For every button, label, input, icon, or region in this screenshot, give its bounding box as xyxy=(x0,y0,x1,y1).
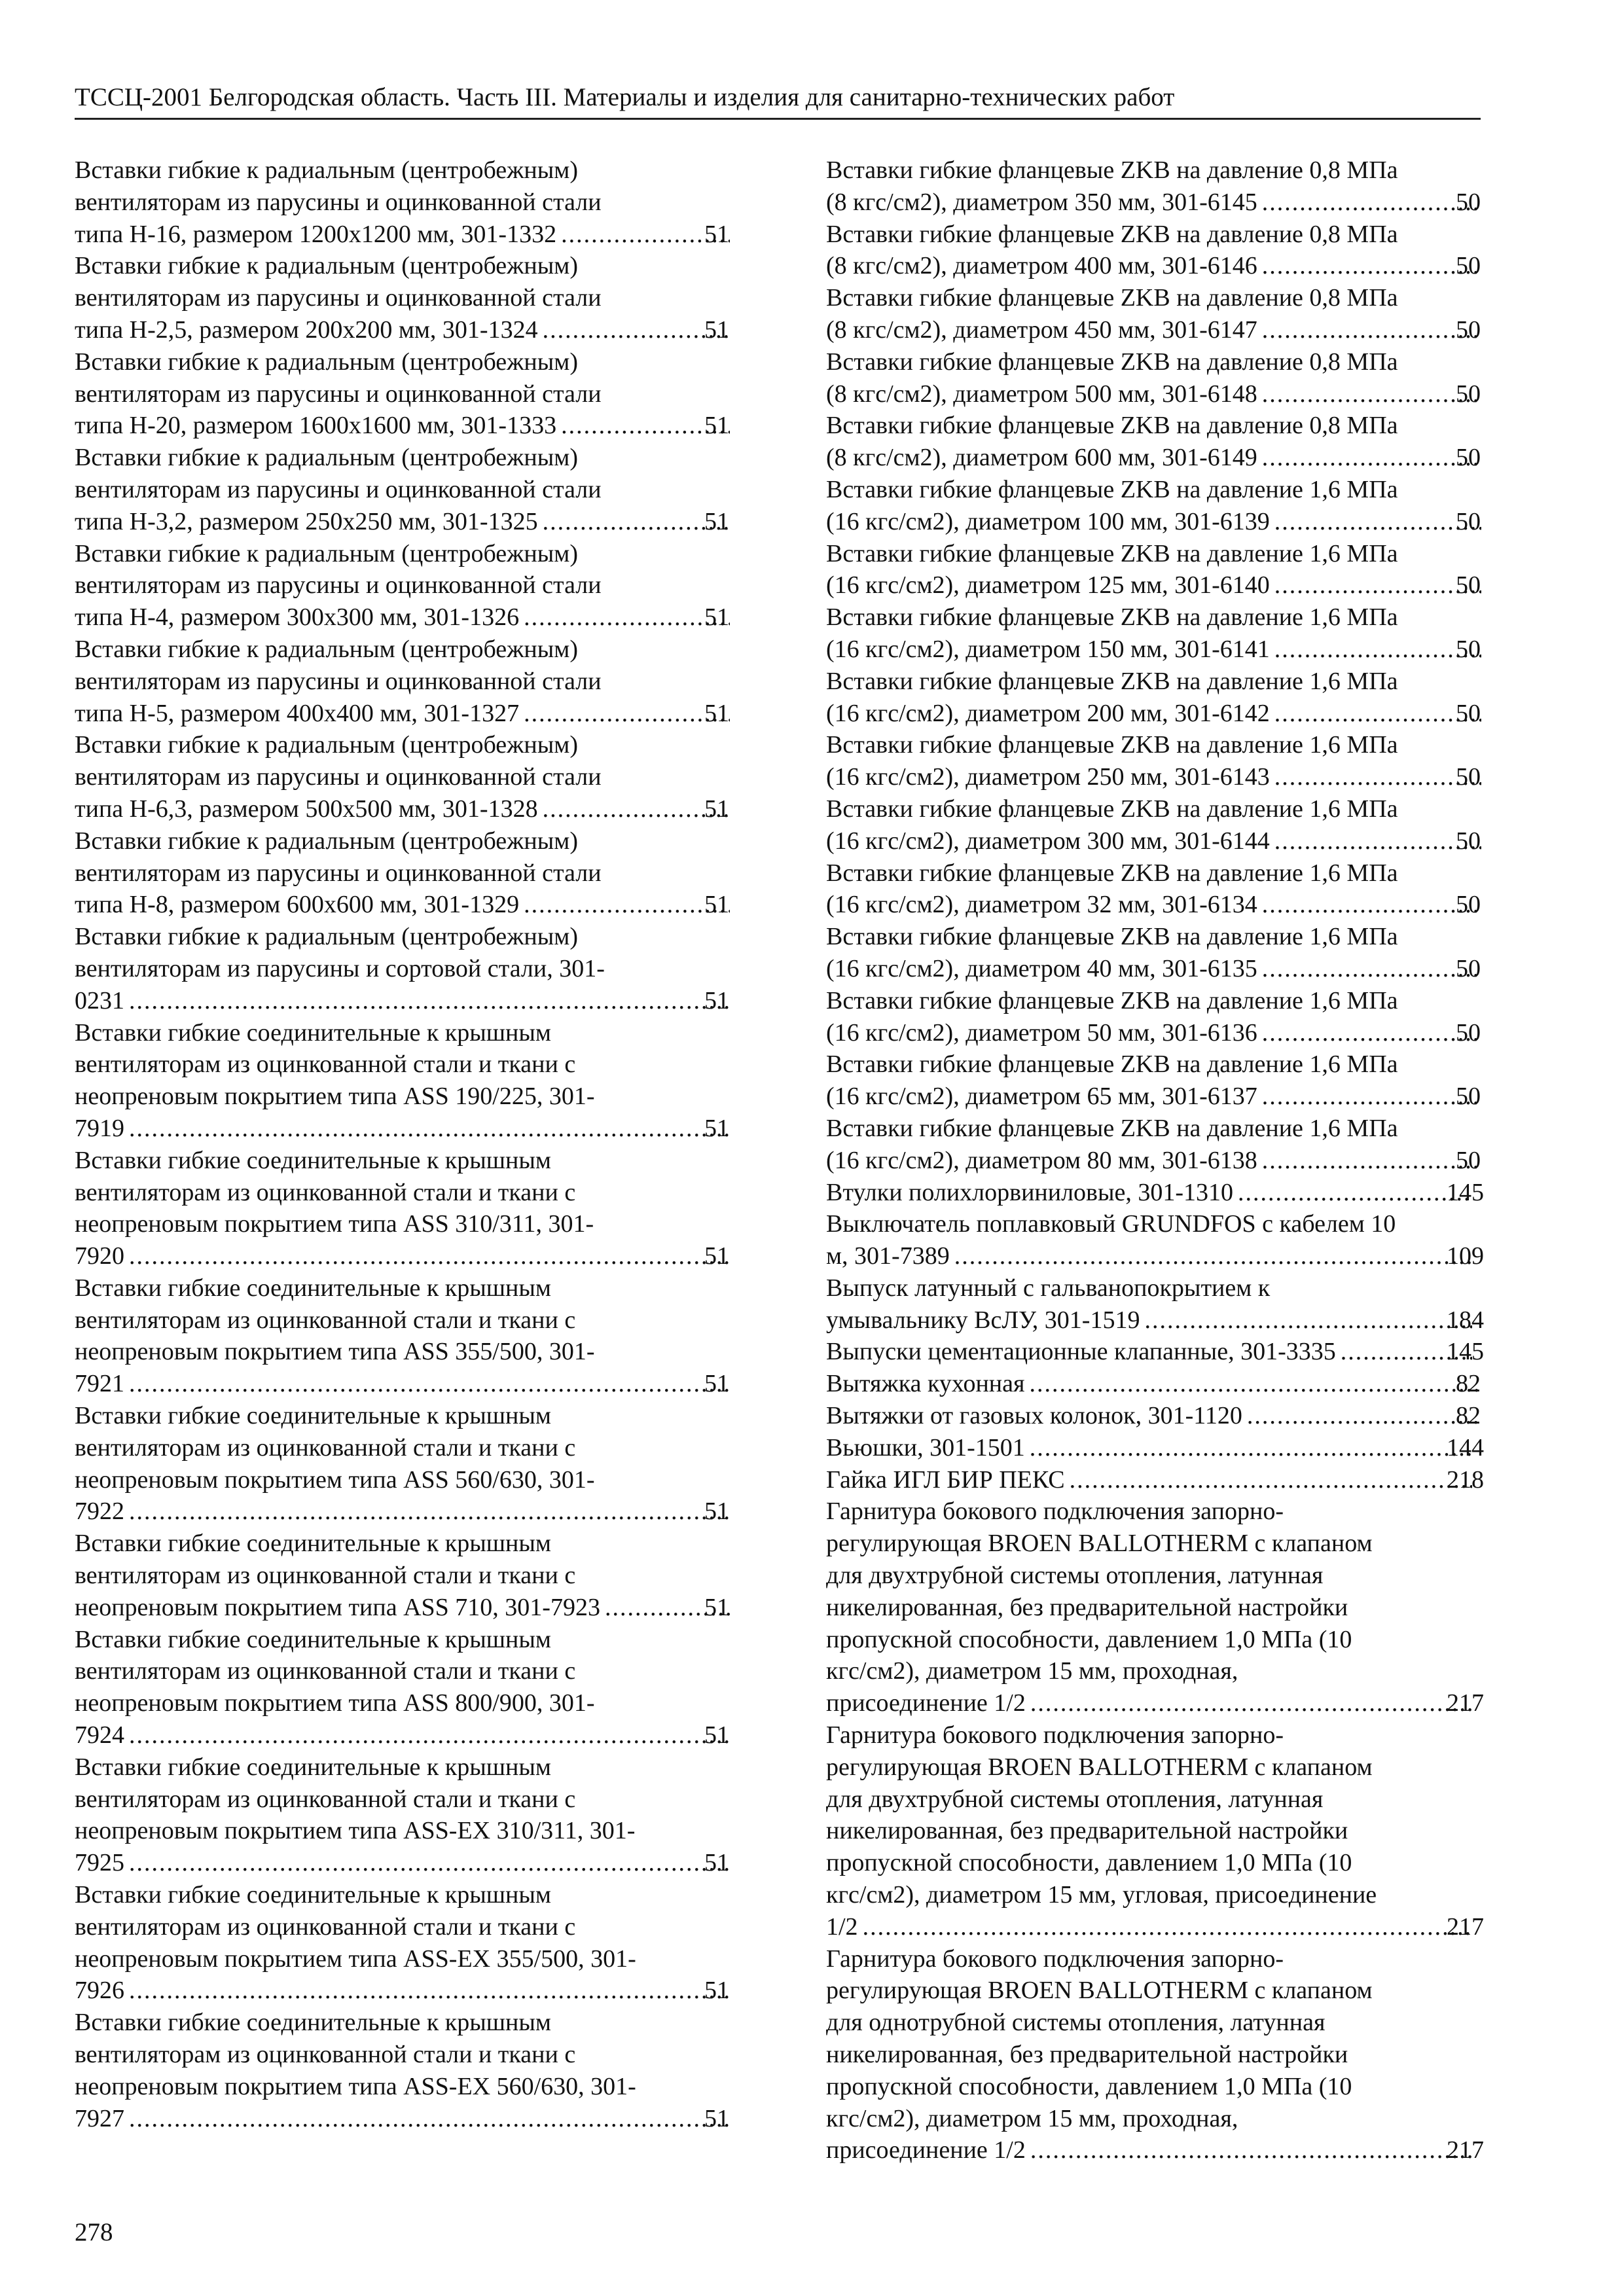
index-entry xyxy=(826,282,1484,346)
index-entry-line: Вставки гибкие фланцевые ZKB на давление 0,8 МПа xyxy=(826,220,1398,248)
index-entry-line: Вставки гибкие фланцевые ZKB на давление 1,6 МПа xyxy=(826,731,1398,759)
index-entry-last-line xyxy=(826,1177,1484,1209)
index-entry-last-line: (16 кгс/см2), диаметром 250 мм, 301-6143 ..... 50 xyxy=(854,761,1484,793)
dot-leader xyxy=(127,1368,730,1400)
index-entry-line: пропускной способности, давлением 1,0 МПа (10 xyxy=(826,1625,1352,1653)
index-entry-line: вентиляторам из оцинкованной стали и ткани с xyxy=(75,1562,576,1590)
dot-leader xyxy=(1028,2134,1472,2166)
index-entry-line: вентиляторам из парусины и оцинкованной стали xyxy=(75,571,602,600)
index-entry-page-ref: 145 xyxy=(1447,1338,1484,1366)
index-entry-last-line: 7922 ..... 51 xyxy=(103,1496,732,1528)
index-entry-line: Вставки гибкие к радиальным (центробежным) xyxy=(75,156,578,184)
index-entry-last-line: Вытяжки от газовых колонок, 301-1120 ..... 82 xyxy=(854,1400,1484,1432)
index-entry-text: типа Н-16, размером 1200х1200 мм, 301-1332 xyxy=(75,220,557,248)
index-entry-last-line: (16 кгс/см2), диаметром 80 мм, 301-6138 ..... 50 xyxy=(854,1145,1484,1177)
index-entry-line: никелированная, без предварительной настройки xyxy=(826,1817,1348,1845)
index-entry-last-line: (16 кгс/см2), диаметром 300 мм, 301-6144 ..... 50 xyxy=(854,825,1484,857)
index-entry-line: Вставки гибкие фланцевые ZKB на давление 1,6 МПа xyxy=(826,475,1398,503)
index-entry-line: Вставки гибкие фланцевые ZKB на давление 1,6 МПа xyxy=(826,986,1398,1014)
index-entry-text: 7921 xyxy=(75,1370,124,1398)
dot-leader xyxy=(127,2103,730,2135)
index-entry-page-ref: 145 xyxy=(1447,1178,1484,1206)
index-entry-line: вентиляторам из оцинкованной стали и ткани с xyxy=(75,1433,576,1462)
index-entry-line: пропускной способности, давлением 1,0 МПа (10 xyxy=(826,1849,1352,1877)
index-entry xyxy=(75,1751,732,1879)
index-entry xyxy=(826,1113,1484,1177)
index-entry xyxy=(826,729,1484,793)
index-entry-line: Вставки гибкие фланцевые ZKB на давление 1,6 МПа xyxy=(826,1114,1398,1142)
index-entry-line: Вставки гибкие фланцевые ZKB на давление 1,6 МПа xyxy=(826,923,1398,951)
index-entry-text: (16 кгс/см2), диаметром 250 мм, 301-6143 xyxy=(826,763,1270,791)
index-entry-page-ref: 218 xyxy=(1447,1465,1484,1494)
index-entry xyxy=(75,634,732,729)
dot-leader xyxy=(1260,889,1481,921)
dot-leader xyxy=(127,985,730,1017)
index-entry-page-ref: 144 xyxy=(1447,1433,1484,1462)
index-entry-text: присоединение 1/2 xyxy=(826,2136,1026,2164)
index-entry-line: Вставки гибкие к радиальным (центробежным) xyxy=(75,539,578,567)
index-entry xyxy=(826,538,1484,602)
index-entry xyxy=(826,1368,1484,1400)
dot-leader xyxy=(541,793,730,825)
index-entry-line: неопреновым покрытием типа ASS 310/311, 301- xyxy=(75,1210,594,1238)
index-entry xyxy=(826,985,1484,1049)
index-entry-line: Вставки гибкие фланцевые ZKB на давление 1,6 МПа xyxy=(826,795,1398,823)
index-entry-text: Гайка ИГЛ БИР ПЕКС xyxy=(826,1465,1065,1494)
index-column-left xyxy=(75,154,732,2134)
index-entry-line: Гарнитура бокового подключения запорно- xyxy=(826,1498,1284,1526)
index-entry-last-line: (8 кгс/см2), диаметром 400 мм, 301-6146 ..... 50 xyxy=(854,250,1484,282)
index-entry-last-line: типа Н-8, размером 600х600 мм, 301-1329 ..... 51 xyxy=(103,889,732,921)
index-entry xyxy=(75,1528,732,1623)
index-entry-text: 1/2 xyxy=(826,1912,858,1941)
index-entry-line: Вставки гибкие фланцевые ZKB на давление 1,6 МПа xyxy=(826,1050,1398,1079)
index-entry-last-line: (16 кгс/см2), диаметром 50 мм, 301-6136 ..... 50 xyxy=(854,1017,1484,1049)
index-entry-line: вентиляторам из парусины и оцинкованной стали xyxy=(75,475,602,503)
index-entry xyxy=(826,921,1484,985)
index-entry-last-line: 7926 ..... 51 xyxy=(103,1975,732,2007)
index-entry xyxy=(826,666,1484,730)
index-entry-text: Вьюшки, 301-1501 xyxy=(826,1433,1025,1462)
index-entry-line: вентиляторам из парусины и оцинкованной стали xyxy=(75,667,602,695)
dot-leader xyxy=(541,506,730,538)
index-entry-text: (16 кгс/см2), диаметром 65 мм, 301-6137 xyxy=(826,1083,1257,1111)
index-entry xyxy=(826,1272,1484,1336)
index-entry xyxy=(826,1177,1484,1209)
index-entry-text: (8 кгс/см2), диаметром 450 мм, 301-6147 xyxy=(826,315,1257,344)
index-entry-line: вентиляторам из парусины и оцинкованной стали xyxy=(75,284,602,312)
index-entry-line: вентиляторам из оцинкованной стали и ткани с xyxy=(75,1785,576,1813)
index-entry-line: Вставки гибкие соединительные к крышным xyxy=(75,1018,551,1047)
index-entry-last-line: типа Н-5, размером 400х400 мм, 301-1327 ..... 51 xyxy=(103,698,732,730)
index-entry-last-line: 7921 ..... 51 xyxy=(103,1368,732,1400)
dot-leader xyxy=(1142,1304,1472,1336)
dot-leader xyxy=(1260,187,1481,219)
index-entry-text: Вытяжки от газовых колонок, 301-1120 xyxy=(826,1402,1242,1430)
index-entry-text: типа Н-4, размером 300х300 мм, 301-1326 xyxy=(75,603,520,632)
index-entry-last-line: 7920 ..... 51 xyxy=(103,1240,732,1272)
index-entry-line: Вставки гибкие соединительные к крышным xyxy=(75,1530,551,1558)
header-rule xyxy=(75,118,1481,120)
index-entry-line: вентиляторам из оцинкованной стали и ткани с xyxy=(75,2041,576,2069)
index-entry-text: (16 кгс/см2), диаметром 32 мм, 301-6134 xyxy=(826,891,1257,919)
index-entry-line: вентиляторам из парусины и оцинкованной стали xyxy=(75,380,602,408)
dot-leader xyxy=(952,1240,1472,1272)
index-entry-line: неопреновым покрытием типа ASS 800/900, 301- xyxy=(75,1689,595,1717)
index-entry-text: типа Н-6,3, размером 500х500 мм, 301-1328 xyxy=(75,795,538,823)
index-entry-line: Вставки гибкие соединительные к крышным xyxy=(75,2009,551,2037)
index-entry-line: Вставки гибкие соединительные к крышным xyxy=(75,1402,551,1430)
dot-leader xyxy=(1028,1432,1472,1464)
dot-leader xyxy=(127,1975,730,2007)
index-entry-line: Вставки гибкие фланцевые ZKB на давление 1,6 МПа xyxy=(826,859,1398,887)
index-entry-last-line: (8 кгс/см2), диаметром 600 мм, 301-6149 ..... 50 xyxy=(854,442,1484,474)
index-entry-last-line xyxy=(826,1464,1484,1496)
index-entry-last-line: (8 кгс/см2), диаметром 500 мм, 301-6148 ..... 50 xyxy=(854,378,1484,410)
index-entry xyxy=(75,154,732,250)
index-entry-line: вентиляторам из оцинкованной стали и ткани с xyxy=(75,1657,576,1685)
index-entry-last-line xyxy=(826,2134,1484,2166)
index-entry-line: регулирующая BROEN BALLOTHERM с клапаном xyxy=(826,1753,1373,1781)
page-number: 278 xyxy=(75,2218,113,2246)
dot-leader xyxy=(1260,1081,1481,1113)
index-entry xyxy=(826,1464,1484,1496)
index-entry xyxy=(75,825,732,921)
index-entry xyxy=(75,1624,732,1751)
running-header: ТССЦ-2001 Белгородская область. Часть III. Материалы и изделия для санитарно-технических работ xyxy=(75,83,1175,111)
index-entry-line: неопреновым покрытием типа ASS 355/500, 301- xyxy=(75,1338,595,1366)
index-entry xyxy=(826,474,1484,538)
index-entry-line: Вставки гибкие к радиальным (центробежным) xyxy=(75,827,578,855)
index-entry xyxy=(75,1145,732,1272)
index-entry xyxy=(826,1496,1484,1719)
index-entry xyxy=(75,1017,732,1145)
dot-leader xyxy=(127,1496,730,1528)
index-entry-last-line: 7927 ..... 51 xyxy=(103,2103,732,2135)
index-entry-line: неопреновым покрытием типа ASS-EX 310/311, 301- xyxy=(75,1817,636,1845)
index-entry-last-line: (16 кгс/см2), диаметром 65 мм, 301-6137 ..... 50 xyxy=(854,1081,1484,1113)
index-entry-last-line: типа Н-3,2, размером 250х250 мм, 301-1325 ..... 51 xyxy=(103,506,732,538)
index-entry-text: 7920 xyxy=(75,1242,124,1270)
index-entry-text: (16 кгс/см2), диаметром 40 мм, 301-6135 xyxy=(826,954,1257,982)
index-entry-line: неопреновым покрытием типа ASS 560/630, 301- xyxy=(75,1465,595,1494)
dot-leader xyxy=(1260,1017,1481,1049)
index-entry-line: Вставки гибкие к радиальным (центробежным) xyxy=(75,923,578,951)
index-entry-text: типа Н-5, размером 400х400 мм, 301-1327 xyxy=(75,699,520,727)
index-entry-line: Выпуск латунный с гальванопокрытием к xyxy=(826,1274,1271,1302)
index-entry-last-line: (16 кгс/см2), диаметром 150 мм, 301-6141 ..... 50 xyxy=(854,634,1484,666)
index-entry-line: регулирующая BROEN BALLOTHERM с клапаном xyxy=(826,1530,1373,1558)
index-entry-line: никелированная, без предварительной настройки xyxy=(826,2041,1348,2069)
index-entry-last-line: (16 кгс/см2), диаметром 200 мм, 301-6142 ..... 50 xyxy=(854,698,1484,730)
dot-leader xyxy=(1068,1464,1472,1496)
dot-leader xyxy=(1260,953,1481,985)
index-entry-line: вентиляторам из оцинкованной стали и ткани с xyxy=(75,1306,576,1334)
index-entry-text: 0231 xyxy=(75,986,124,1014)
index-entry xyxy=(75,1272,732,1400)
dot-leader xyxy=(1272,761,1481,793)
index-entry-text: присоединение 1/2 xyxy=(826,1689,1026,1717)
index-entry-last-line: типа Н-4, размером 300х300 мм, 301-1326 ..... 51 xyxy=(103,601,732,634)
index-entry-page-ref: 184 xyxy=(1447,1306,1484,1334)
index-entry-last-line xyxy=(826,1304,1484,1336)
index-entry-last-line: (8 кгс/см2), диаметром 350 мм, 301-6145 ..... 50 xyxy=(854,187,1484,219)
index-entry-line: никелированная, без предварительной настройки xyxy=(826,1593,1348,1621)
index-entry-last-line xyxy=(826,1336,1484,1368)
index-entry-text: (8 кгс/см2), диаметром 500 мм, 301-6148 xyxy=(826,380,1257,408)
dot-leader xyxy=(1272,825,1481,857)
index-entry-text: 7926 xyxy=(75,1977,124,2005)
index-entry-last-line: типа Н-6,3, размером 500х500 мм, 301-1328 ..... 51 xyxy=(103,793,732,825)
dot-leader xyxy=(1236,1177,1472,1209)
index-entry-line: вентиляторам из парусины и оцинкованной стали xyxy=(75,188,602,216)
index-entry-last-line: (16 кгс/см2), диаметром 100 мм, 301-6139 ..... 50 xyxy=(854,506,1484,538)
index-entry-line: регулирующая BROEN BALLOTHERM с клапаном xyxy=(826,1977,1373,2005)
index-entry xyxy=(75,538,732,634)
index-entry-line: Вставки гибкие к радиальным (центробежным) xyxy=(75,635,578,663)
dot-leader xyxy=(861,1911,1472,1943)
index-entry-line: вентиляторам из парусины и оцинкованной стали xyxy=(75,763,602,791)
index-entry-last-line: типа Н-2,5, размером 200х200 мм, 301-1324 ..... 51 xyxy=(103,314,732,346)
index-entry-line: Вставки гибкие соединительные к крышным xyxy=(75,1881,551,1909)
index-entry-last-line: 7919 ..... 51 xyxy=(103,1113,732,1145)
index-entry-page-ref: 217 xyxy=(1447,1912,1484,1941)
index-entry xyxy=(75,2007,732,2134)
index-entry-line: Вставки гибкие фланцевые ZKB на давление 0,8 МПа xyxy=(826,284,1398,312)
index-entry xyxy=(75,346,732,442)
index-entry-line: пропускной способности, давлением 1,0 МПа (10 xyxy=(826,2072,1352,2100)
index-entry-line: Выключатель поплавковый GRUNDFOS с кабелем 10 xyxy=(826,1210,1396,1238)
index-entry xyxy=(826,1943,1484,2167)
index-entry-text: м, 301-7389 xyxy=(826,1242,950,1270)
index-entry-last-line: 0231 ..... 51 xyxy=(103,985,732,1017)
index-entry-line: Вставки гибкие фланцевые ZKB на давление 0,8 МПа xyxy=(826,412,1398,440)
index-entry-line: Вставки гибкие фланцевые ZKB на давление 0,8 МПа xyxy=(826,348,1398,376)
index-entry xyxy=(826,154,1484,219)
index-entry-last-line: (16 кгс/см2), диаметром 40 мм, 301-6135 ..... 50 xyxy=(854,953,1484,985)
dot-leader xyxy=(1245,1400,1481,1432)
index-entry-page-ref: 217 xyxy=(1447,2136,1484,2164)
index-entry xyxy=(826,1049,1484,1113)
index-entry-line: кгс/см2), диаметром 15 мм, угловая, присоединение xyxy=(826,1881,1377,1909)
index-entry xyxy=(826,346,1484,410)
dot-leader xyxy=(522,601,730,634)
index-entry-text: 7922 xyxy=(75,1498,124,1526)
index-entry-line: Вставки гибкие к радиальным (центробежным) xyxy=(75,348,578,376)
dot-leader xyxy=(1027,1368,1481,1400)
index-entry xyxy=(826,1400,1484,1432)
dot-leader xyxy=(127,1113,730,1145)
index-entry-text: (16 кгс/см2), диаметром 300 мм, 301-6144 xyxy=(826,827,1270,855)
dot-leader xyxy=(522,889,730,921)
index-entry-page-ref: 217 xyxy=(1447,1689,1484,1717)
index-entry-text: 7919 xyxy=(75,1114,124,1142)
index-entry-line: для однотрубной системы отопления, латунная xyxy=(826,2009,1326,2037)
dot-leader xyxy=(127,1847,730,1879)
index-entry-line: Гарнитура бокового подключения запорно- xyxy=(826,1721,1284,1749)
index-entry xyxy=(75,250,732,346)
index-entry-text: 7925 xyxy=(75,1849,124,1877)
index-entry-line: для двухтрубной системы отопления, латунная xyxy=(826,1785,1324,1813)
index-entry-text: Выпуски цементационные клапанные, 301-3335 xyxy=(826,1338,1336,1366)
index-entry-line: вентиляторам из оцинкованной стали и ткани с xyxy=(75,1050,576,1079)
index-entry-line: Вставки гибкие фланцевые ZKB на давление 1,6 МПа xyxy=(826,603,1398,632)
index-entry-line: неопреновым покрытием типа ASS-EX 355/500, 301- xyxy=(75,1945,636,1973)
index-entry-line: вентиляторам из оцинкованной стали и ткани с xyxy=(75,1912,576,1941)
index-entry xyxy=(75,442,732,537)
index-entry-text: типа Н-2,5, размером 200х200 мм, 301-1324 xyxy=(75,315,538,344)
index-entry-last-line: неопреновым покрытием типа ASS 710, 301-7923 ..... 51 xyxy=(103,1592,732,1624)
index-entry-line: Вставки гибкие фланцевые ZKB на давление 1,6 МПа xyxy=(826,539,1398,567)
index-entry-line: вентиляторам из оцинкованной стали и ткани с xyxy=(75,1178,576,1206)
index-entry-last-line: типа Н-16, размером 1200х1200 мм, 301-1332 ..... 51 xyxy=(103,219,732,251)
index-entry-text: (16 кгс/см2), диаметром 80 мм, 301-6138 xyxy=(826,1146,1257,1174)
index-entry-page-ref: 109 xyxy=(1447,1242,1484,1270)
index-entry-last-line: (8 кгс/см2), диаметром 450 мм, 301-6147 ..... 50 xyxy=(854,314,1484,346)
dot-leader xyxy=(1272,506,1481,538)
index-entry-line: Вставки гибкие фланцевые ZKB на давление 0,8 МПа xyxy=(826,156,1398,184)
index-entry-last-line: (16 кгс/см2), диаметром 32 мм, 301-6134 ..... 50 xyxy=(854,889,1484,921)
index-entry xyxy=(75,729,732,825)
index-entry-last-line: 7925 ..... 51 xyxy=(103,1847,732,1879)
index-entry-last-line: типа Н-20, размером 1600х1600 мм, 301-1333 ..... 51 xyxy=(103,410,732,442)
index-entry-line: для двухтрубной системы отопления, латунная xyxy=(826,1562,1324,1590)
index-entry xyxy=(826,1336,1484,1368)
dot-leader xyxy=(1272,569,1481,601)
index-entry-line: неопреновым покрытием типа ASS 190/225, 301- xyxy=(75,1083,595,1111)
index-entry-line: вентиляторам из парусины и сортовой стали, 301- xyxy=(75,954,605,982)
index-entry xyxy=(826,219,1484,283)
dot-leader xyxy=(1260,314,1481,346)
dot-leader xyxy=(522,698,730,730)
index-column-right xyxy=(826,154,1484,2166)
dot-leader xyxy=(1272,698,1481,730)
index-entry-last-line xyxy=(826,1240,1484,1272)
dot-leader xyxy=(1260,250,1481,282)
index-entry-text: (16 кгс/см2), диаметром 100 мм, 301-6139 xyxy=(826,507,1270,535)
index-entry-last-line: Вытяжка кухонная ..... 82 xyxy=(854,1368,1484,1400)
index-entry-line: Вставки гибкие к радиальным (центробежным) xyxy=(75,731,578,759)
dot-leader xyxy=(1260,1145,1481,1177)
index-entry-line: Вставки гибкие к радиальным (центробежным) xyxy=(75,444,578,472)
index-entry-line: Гарнитура бокового подключения запорно- xyxy=(826,1945,1284,1973)
index-entry xyxy=(75,1879,732,2007)
index-entry xyxy=(826,1432,1484,1464)
index-entry-text: (8 кгс/см2), диаметром 400 мм, 301-6146 xyxy=(826,252,1257,280)
index-entry xyxy=(826,1719,1484,1943)
index-entry-text: умывальнику ВсЛУ, 301-1519 xyxy=(826,1306,1140,1334)
index-entry xyxy=(75,921,732,1016)
index-entry-text: типа Н-3,2, размером 250х250 мм, 301-1325 xyxy=(75,507,538,535)
index-entry-line: Вставки гибкие соединительные к крышным xyxy=(75,1753,551,1781)
index-entry-text: (8 кгс/см2), диаметром 350 мм, 301-6145 xyxy=(826,188,1257,216)
index-entry-text: неопреновым покрытием типа ASS 710, 301-7923 xyxy=(75,1593,600,1621)
dot-leader xyxy=(1260,378,1481,410)
index-entry xyxy=(826,410,1484,474)
index-entry-line: Вставки гибкие соединительные к крышным xyxy=(75,1625,551,1653)
index-entry-last-line xyxy=(826,1687,1484,1719)
index-entry xyxy=(826,601,1484,666)
index-entry xyxy=(826,1208,1484,1272)
index-entry-text: (16 кгс/см2), диаметром 125 мм, 301-6140 xyxy=(826,571,1270,600)
index-entry-line: Вставки гибкие к радиальным (центробежным) xyxy=(75,252,578,280)
index-entry-last-line: (16 кгс/см2), диаметром 125 мм, 301-6140 ..... 50 xyxy=(854,569,1484,601)
index-entry-line: кгс/см2), диаметром 15 мм, проходная, xyxy=(826,1657,1238,1685)
index-entry-last-line: 7924 ..... 51 xyxy=(103,1719,732,1751)
index-entry-text: (16 кгс/см2), диаметром 50 мм, 301-6136 xyxy=(826,1018,1257,1047)
dot-leader xyxy=(127,1719,730,1751)
dot-leader xyxy=(1028,1687,1472,1719)
index-entry-line: Вставки гибкие соединительные к крышным xyxy=(75,1274,551,1302)
dot-leader xyxy=(1260,442,1481,474)
index-entry-text: типа Н-8, размером 600х600 мм, 301-1329 xyxy=(75,891,520,919)
dot-leader xyxy=(127,1240,730,1272)
index-entry-line: Вставки гибкие фланцевые ZKB на давление 1,6 МПа xyxy=(826,667,1398,695)
index-entry-line: неопреновым покрытием типа ASS-EX 560/630, 301- xyxy=(75,2072,636,2100)
dot-leader xyxy=(1272,634,1481,666)
index-entry xyxy=(75,1400,732,1528)
index-entry-text: (16 кгс/см2), диаметром 150 мм, 301-6141 xyxy=(826,635,1270,663)
index-entry-text: 7924 xyxy=(75,1721,124,1749)
index-entry xyxy=(826,857,1484,922)
index-entry-text: Вытяжка кухонная xyxy=(826,1370,1025,1398)
index-entry xyxy=(826,793,1484,857)
index-entry-text: Втулки полихлорвиниловые, 301-1310 xyxy=(826,1178,1234,1206)
index-entry-text: (8 кгс/см2), диаметром 600 мм, 301-6149 xyxy=(826,444,1257,472)
index-entry-line: вентиляторам из парусины и оцинкованной стали xyxy=(75,859,602,887)
index-entry-text: 7927 xyxy=(75,2104,124,2132)
index-entry-last-line xyxy=(826,1911,1484,1943)
index-entry-line: Вставки гибкие соединительные к крышным xyxy=(75,1146,551,1174)
index-entry-line: кгс/см2), диаметром 15 мм, проходная, xyxy=(826,2104,1238,2132)
dot-leader xyxy=(541,314,730,346)
index-entry-text: (16 кгс/см2), диаметром 200 мм, 301-6142 xyxy=(826,699,1270,727)
index-entry-last-line xyxy=(826,1432,1484,1464)
index-entry-text: типа Н-20, размером 1600х1600 мм, 301-1333 xyxy=(75,412,557,440)
